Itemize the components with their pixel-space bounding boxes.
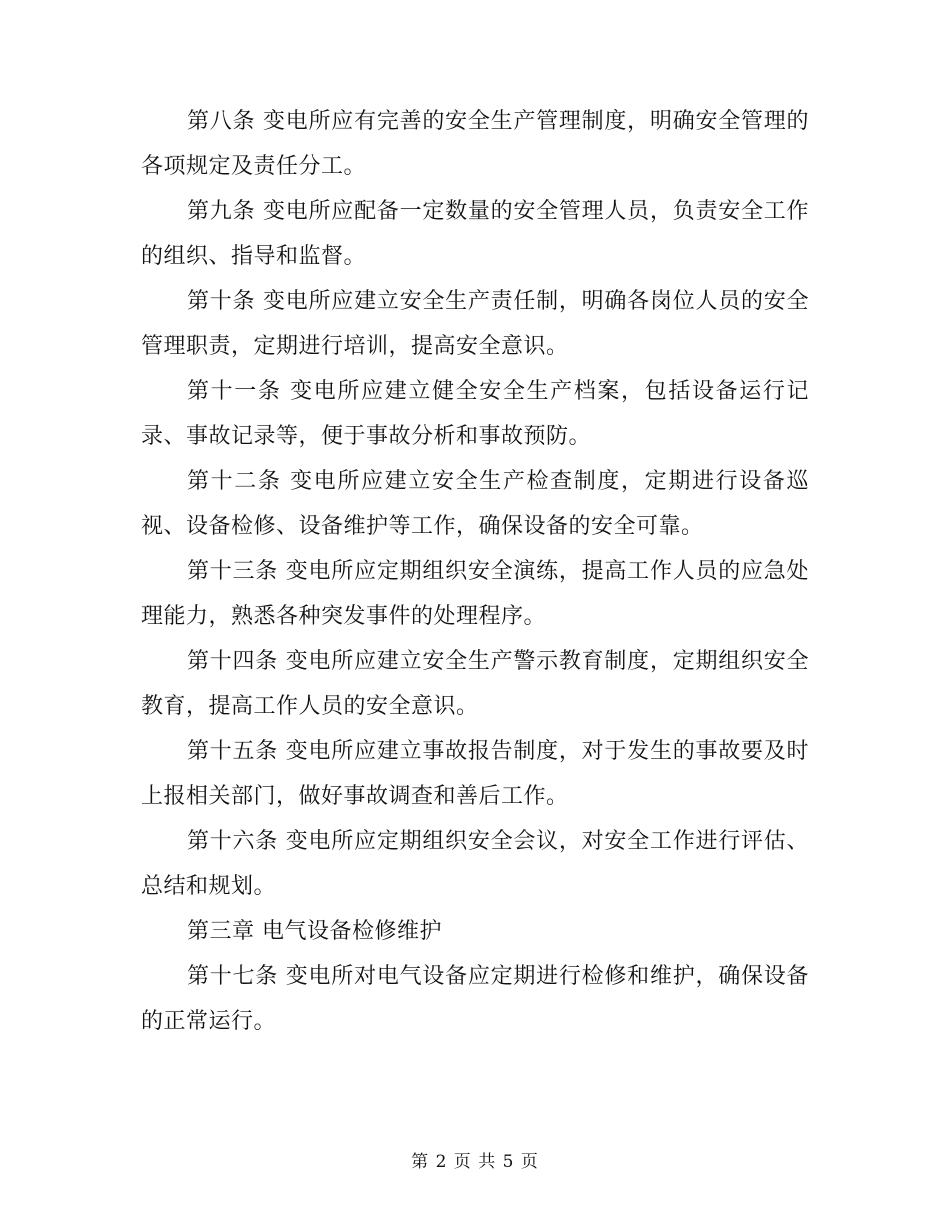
paragraph-article-10: 第十条 变电所应建立安全生产责任制，明确各岗位人员的安全管理职责，定期进行培训，提高安全意识。 bbox=[141, 289, 809, 359]
paragraph-article-8: 第八条 变电所应有完善的安全生产管理制度，明确安全管理的各项规定及责任分工。 bbox=[141, 109, 809, 179]
paragraph-article-15: 第十五条 变电所应建立事故报告制度，对于发生的事故要及时上报相关部门，做好事故调查和善后工作。 bbox=[141, 739, 809, 809]
page-footer bbox=[0, 1147, 950, 1172]
page-number: 第 2 页 共 5 页 bbox=[411, 1152, 539, 1172]
paragraph-article-12: 第十二条 变电所应建立安全生产检查制度，定期进行设备巡视、设备检修、设备维护等工作，确保设备的安全可靠。 bbox=[141, 469, 809, 539]
paragraph-article-17: 第十七条 变电所对电气设备应定期进行检修和维护，确保设备的正常运行。 bbox=[141, 964, 809, 1034]
document-body bbox=[141, 99, 809, 1044]
paragraph-article-13: 第十三条 变电所应定期组织安全演练，提高工作人员的应急处理能力，熟悉各种突发事件的处理程序。 bbox=[141, 559, 809, 629]
paragraph-article-11: 第十一条 变电所应建立健全安全生产档案，包括设备运行记录、事故记录等，便于事故分析和事故预防。 bbox=[141, 379, 809, 449]
paragraph-article-14: 第十四条 变电所应建立安全生产警示教育制度，定期组织安全教育，提高工作人员的安全意识。 bbox=[141, 649, 809, 719]
paragraph-article-16: 第十六条 变电所应定期组织安全会议，对安全工作进行评估、总结和规划。 bbox=[141, 829, 809, 899]
chapter-heading: 第三章 电气设备检修维护 bbox=[187, 919, 442, 944]
paragraph-article-9: 第九条 变电所应配备一定数量的安全管理人员，负责安全工作的组织、指导和监督。 bbox=[141, 199, 809, 269]
